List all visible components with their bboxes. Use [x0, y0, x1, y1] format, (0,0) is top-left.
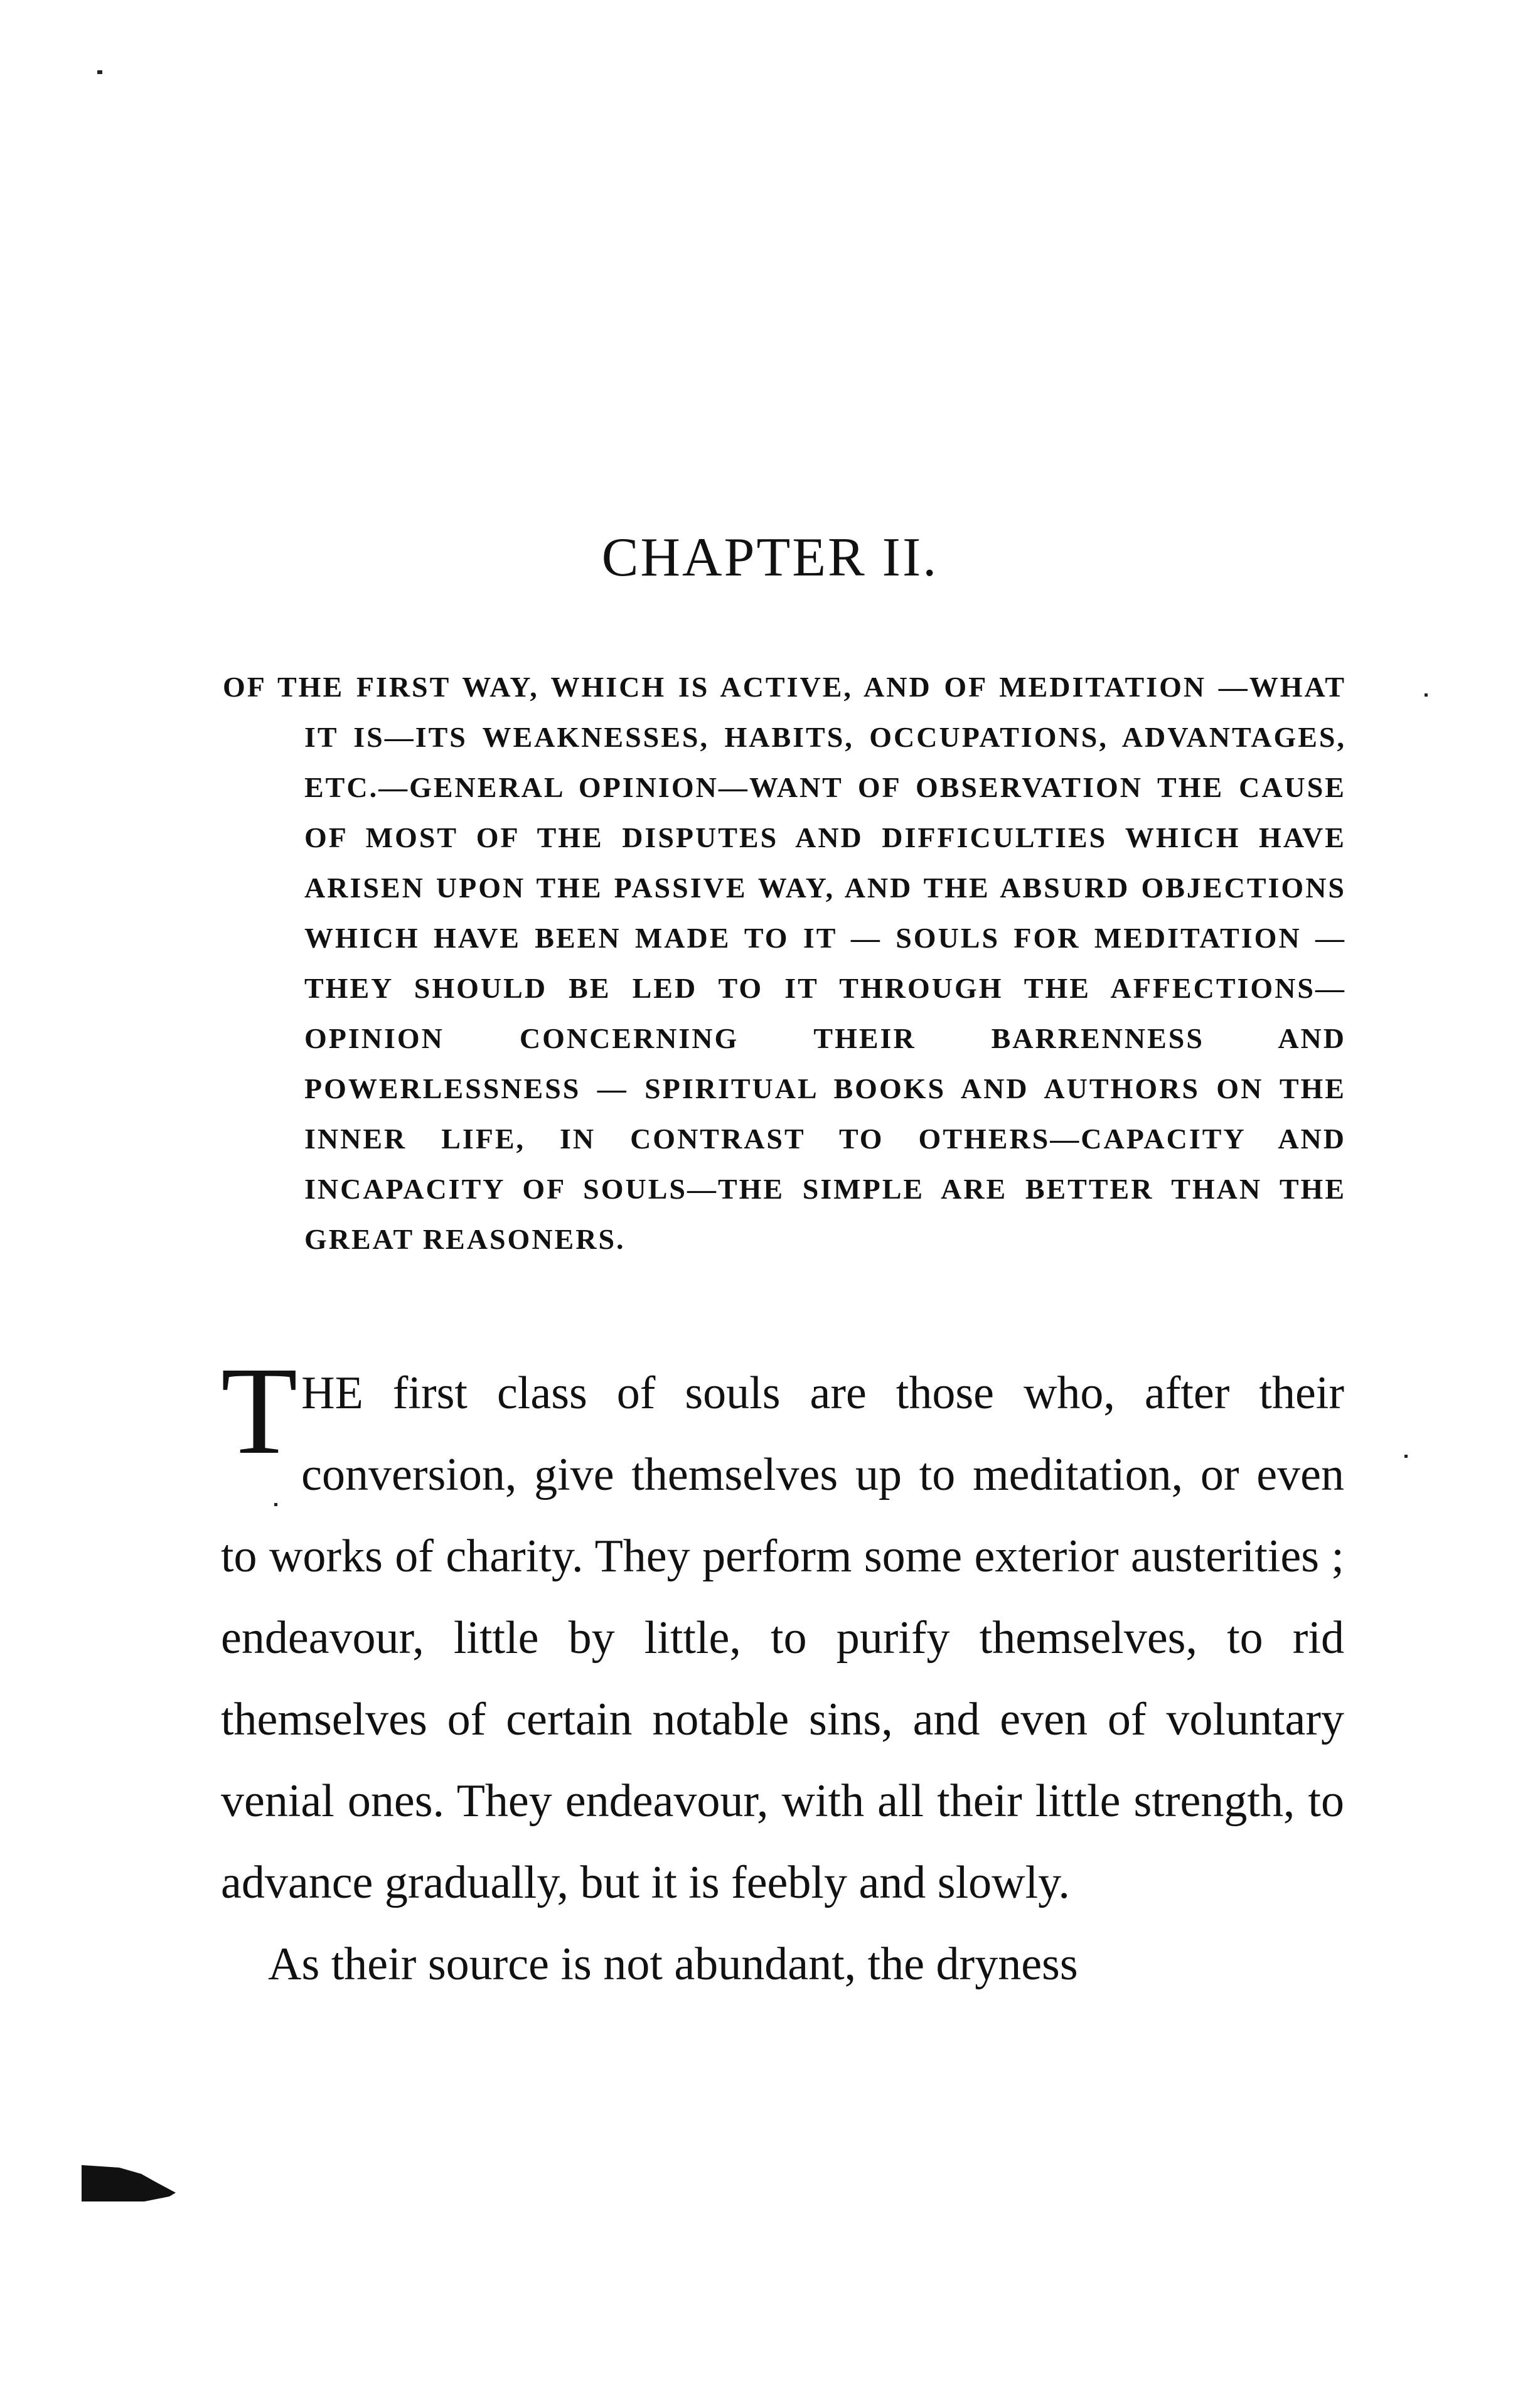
scan-speck: [1425, 693, 1428, 697]
chapter-title: CHAPTER II.: [601, 527, 939, 588]
scan-speck: [1404, 1455, 1408, 1458]
scan-speck: [97, 70, 102, 74]
body-text: [221, 1342, 1344, 2005]
paragraph-1-text: HE first class of souls are those who, after their conversion, give themselves up to meditation, or even to works of charity. They perform some exterior austerities ; endeavour, little by little, to purify themselves, to rid themselves of certain notable sins, and even of voluntary venial ones. They endeavour, with all their little strength, to advance gradually, but it is feebly and slowly.: [221, 1367, 1344, 1908]
page-corner-fragment: [82, 2165, 176, 2203]
paragraph-2: As their source is not abundant, the dryness: [268, 1939, 1078, 1990]
paragraph-1: [221, 1342, 1344, 1923]
drop-cap: T: [221, 1342, 298, 1480]
chapter-argument: OF THE FIRST WAY, WHICH IS ACTIVE, AND OF MEDITATION —WHAT IT IS—ITS WEAKNESSES, HABITS, OCCUPATIONS, ADVANTAGES, ETC.—GENERAL OPINION—WANT OF OBSERVATION THE CAUSE OF MOST OF THE DISPUTES AND DIFFICULTIES WHICH HAVE ARISEN UPON THE PASSIVE WAY, AND THE ABSURD OBJECTIONS WHICH HAVE BEEN MADE TO IT — SOULS FOR MEDITATION — THEY SHOULD BE LED TO IT THROUGH THE AFFECTIONS—OPINION CONCERNING THEIR BARRENNESS AND POWERLESSNESS — SPIRITUAL BOOKS AND AUTHORS ON THE INNER LIFE, IN CONTRAST TO OTHERS—CAPACITY AND INCAPACITY OF SOULS—THE SIMPLE ARE BETTER THAN THE GREAT REASONERS.: [223, 671, 1346, 1255]
scan-speck: [274, 1503, 277, 1506]
